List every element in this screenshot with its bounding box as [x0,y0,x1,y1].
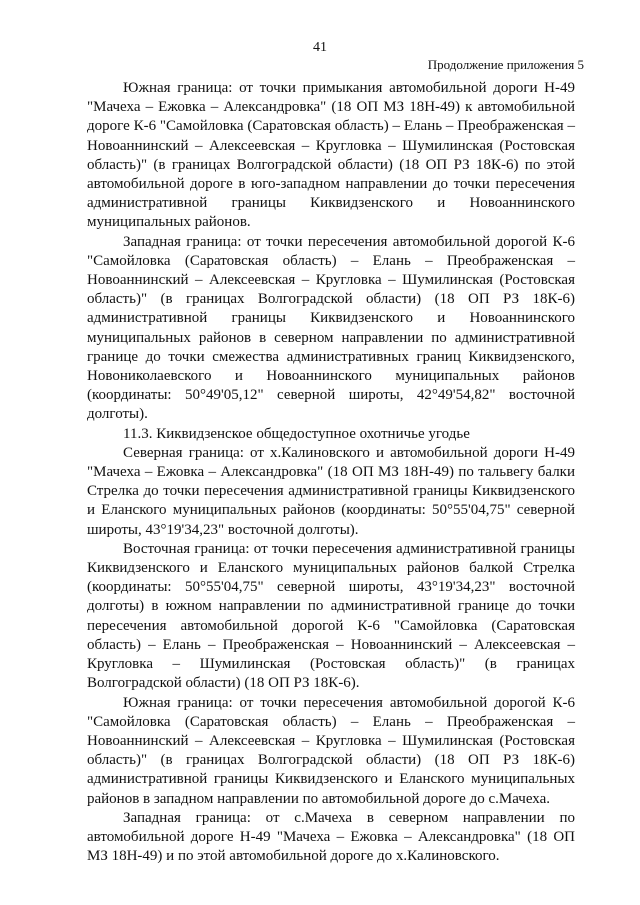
paragraph-south-border-2: Южная граница: от точки пересечения автомобильной дорогой К-6 "Самойловка (Саратовская область) – Елань – Преображенская – Новоаннинский – Алексеевская – Кругловка – Шумилинская (Ростовская область)" (в границах Волгоградской области) (18 ОП РЗ 18К-6) административной границы Киквидзенского и Еланского муниципальных районов в западном направлении по автомобильной дороге до с.Мачеха. [87,694,575,807]
document-body [87,79,575,866]
paragraph-east-border: Восточная граница: от точки пересечения административной границы Киквидзенского и Еланского муниципальных районов балкой Стрелка (координаты: 50°55'04,75" северной широты, 43°19'34,23" восточной долготы) в южном направлении по административной границе до точки пересечения автомобильной дорогой К-6 "Самойловка (Саратовская область) – Елань – Преображенская – Новоаннинский – Алексеевская – Кругловка – Шумилинская (Ростовская область)" (в границах Волгоградской области) (18 ОП РЗ 18К-6). [87,540,575,692]
section-heading: 11.3. Киквидзенское общедоступное охотничье угодье [123,425,470,442]
continuation-note: Продолжение приложения 5 [427,57,584,72]
page-number: 41 [313,40,327,55]
paragraph-west-border-2: Западная граница: от с.Мачеха в северном направлении по автомобильной дороге Н-49 "Мачеха – Ежовка – Александровка" (18 ОП МЗ 18Н-49) и по этой автомобильной дороге до х.Калиновского. [87,809,575,865]
paragraph-west-border-1: Западная граница: от точки пересечения автомобильной дорогой К-6 "Самойловка (Саратовская область) – Елань – Преображенская – Новоаннинский – Алексеевская – Кругловка – Шумилинская (Ростовская область)" (в границах Волгоградской области) (18 ОП РЗ 18К-6) административной границы Киквидзенского и Новоаннинского муниципальных районов в северном направлении по административной границе до точки смежества административных границ Киквидзенского, Новониколаевского и Новоаннинского муниципальных районов (координаты: 50°49'05,12" северной широты, 42°49'54,82" восточной долготы). [87,233,575,423]
paragraph-north-border: Северная граница: от х.Калиновского и автомобильной дороги Н-49 "Мачеха – Ежовка – Александровка" (18 ОП МЗ 18Н-49) по тальвегу балки Стрелка до точки пересечения административной границы Киквидзенского и Еланского муниципальных районов (координаты: 50°55'04,75" северной широты, 43°19'34,23" восточной долготы). [87,444,575,538]
paragraph-south-border-1: Южная граница: от точки примыкания автомобильной дороги Н-49 "Мачеха – Ежовка – Александровка" (18 ОП МЗ 18Н-49) к автомобильной дороге К-6 "Самойловка (Саратовская область) – Елань – Преображенская – Новоаннинский – Алексеевская – Кругловка – Шумилинская (Ростовская область)" (в границах Волгоградской области) (18 ОП РЗ 18К-6) по этой автомобильной дороге в юго-западном направлении до точки пересечения административной границы Киквидзенского и Новоаннинского муниципальных районов. [87,80,575,231]
